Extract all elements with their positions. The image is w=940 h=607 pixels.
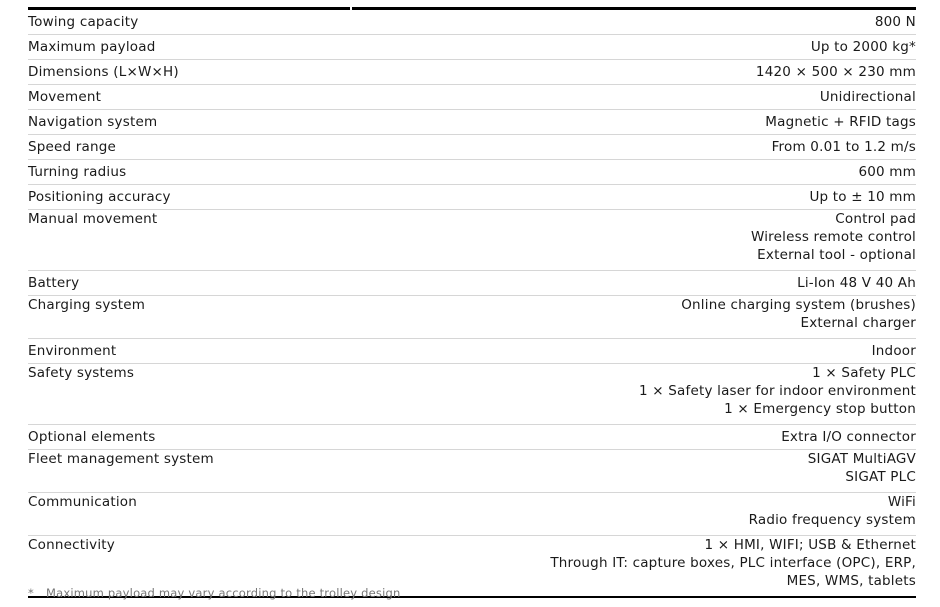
spec-row bbox=[28, 210, 916, 271]
spec-label: Maximum payload bbox=[28, 39, 156, 55]
spec-value bbox=[328, 339, 916, 364]
spec-value-line: Up to ± 10 mm bbox=[809, 189, 916, 205]
spec-value bbox=[328, 160, 916, 185]
spec-value-line: SIGAT MultiAGV bbox=[807, 451, 916, 467]
spec-value bbox=[328, 425, 916, 450]
footnote-marker: * bbox=[28, 586, 34, 600]
spec-label: Positioning accuracy bbox=[28, 189, 171, 205]
spec-row bbox=[28, 450, 916, 493]
footnote bbox=[28, 586, 400, 600]
spec-value bbox=[328, 271, 916, 296]
spec-value-line: Wireless remote control bbox=[750, 229, 916, 245]
spec-row bbox=[28, 160, 916, 185]
spec-value-line: 800 N bbox=[874, 14, 916, 30]
spec-row bbox=[28, 85, 916, 110]
spec-row bbox=[28, 493, 916, 536]
spec-row bbox=[28, 10, 916, 35]
footnote-text: Maximum payload may vary according to the trolley design bbox=[46, 586, 401, 600]
spec-value-line: 1 × Safety laser for indoor environment bbox=[638, 383, 916, 399]
spec-value-line: Up to 2000 kg* bbox=[810, 39, 916, 55]
spec-value bbox=[328, 110, 916, 135]
spec-row bbox=[28, 135, 916, 160]
spec-value bbox=[328, 60, 916, 85]
spec-value bbox=[328, 210, 916, 271]
spec-label: Optional elements bbox=[28, 429, 156, 445]
spec-row bbox=[28, 185, 916, 210]
spec-label: Movement bbox=[28, 89, 102, 105]
spec-value bbox=[328, 450, 916, 493]
spec-label: Battery bbox=[28, 275, 80, 291]
spec-value-line: Magnetic + RFID tags bbox=[765, 114, 916, 130]
spec-value bbox=[328, 364, 916, 425]
spec-label: Connectivity bbox=[28, 537, 115, 553]
spec-value bbox=[328, 35, 916, 60]
specifications-table bbox=[28, 10, 916, 598]
spec-value-line: Through IT: capture boxes, PLC interface (OPC), ERP, bbox=[550, 555, 916, 571]
spec-row bbox=[28, 35, 916, 60]
spec-value-line: External tool - optional bbox=[757, 247, 916, 263]
spec-value bbox=[328, 10, 916, 35]
spec-value bbox=[328, 296, 916, 339]
spec-value-line: 1420 × 500 × 230 mm bbox=[755, 64, 916, 80]
spec-value-line: Radio frequency system bbox=[748, 512, 916, 528]
spec-row bbox=[28, 364, 916, 425]
spec-value-line: Indoor bbox=[871, 343, 916, 359]
spec-row bbox=[28, 296, 916, 339]
spec-value bbox=[328, 536, 916, 598]
spec-label: Environment bbox=[28, 343, 117, 359]
spec-value-line: Control pad bbox=[835, 211, 916, 227]
spec-value-line: MES, WMS, tablets bbox=[786, 573, 916, 589]
spec-value-line: From 0.01 to 1.2 m/s bbox=[771, 139, 916, 155]
spec-label: Charging system bbox=[28, 297, 146, 313]
spec-label: Navigation system bbox=[28, 114, 158, 130]
spec-row bbox=[28, 425, 916, 450]
spec-value-line: Online charging system (brushes) bbox=[681, 297, 916, 313]
spec-value-line: Li-Ion 48 V 40 Ah bbox=[797, 275, 916, 291]
spec-value bbox=[328, 185, 916, 210]
spec-label: Communication bbox=[28, 494, 138, 510]
spec-value-line: Extra I/O connector bbox=[781, 429, 916, 445]
spec-value-line: WiFi bbox=[887, 494, 916, 510]
spec-value bbox=[328, 135, 916, 160]
spec-value bbox=[328, 493, 916, 536]
spec-row bbox=[28, 339, 916, 364]
spec-value-line: 1 × Emergency stop button bbox=[724, 401, 916, 417]
spec-value-line: Unidirectional bbox=[819, 89, 916, 105]
spec-label: Turning radius bbox=[28, 164, 127, 180]
spec-row bbox=[28, 271, 916, 296]
spec-label: Towing capacity bbox=[28, 14, 139, 30]
spec-label: Safety systems bbox=[28, 365, 135, 381]
spec-label: Speed range bbox=[28, 139, 117, 155]
spec-value-line: SIGAT PLC bbox=[845, 469, 916, 485]
spec-row bbox=[28, 60, 916, 85]
spec-value-line: 600 mm bbox=[858, 164, 916, 180]
specifications-body bbox=[28, 10, 916, 597]
spec-label: Fleet management system bbox=[28, 451, 214, 467]
spec-value bbox=[328, 85, 916, 110]
spec-value-line: External charger bbox=[800, 315, 916, 331]
spec-value-line: 1 × Safety PLC bbox=[812, 365, 916, 381]
spec-label: Manual movement bbox=[28, 211, 158, 227]
spec-value-line: 1 × HMI, WIFI; USB & Ethernet bbox=[704, 537, 916, 553]
spec-label: Dimensions (L×W×H) bbox=[28, 64, 179, 80]
spec-row bbox=[28, 110, 916, 135]
